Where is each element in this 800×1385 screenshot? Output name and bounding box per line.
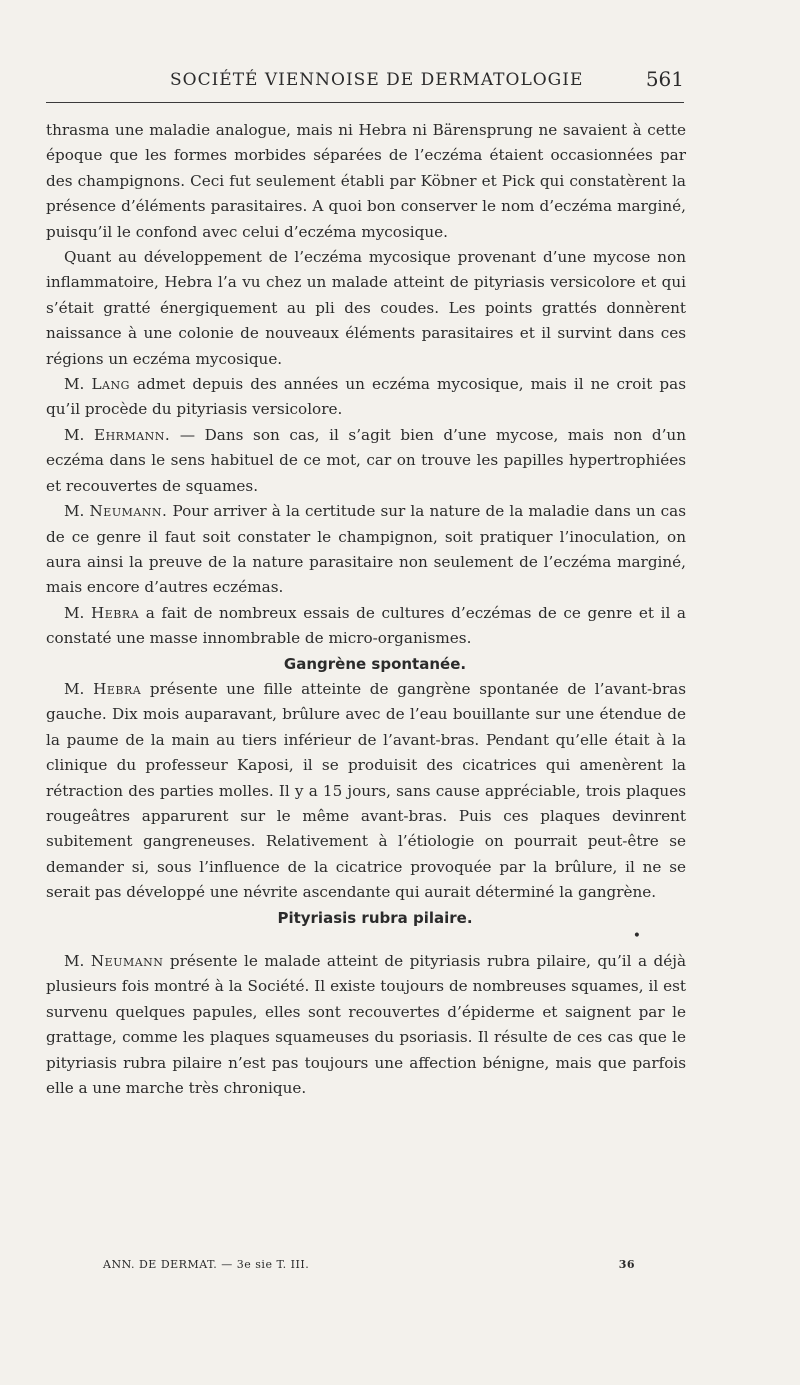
paragraph-1: thrasma une maladie analogue, mais ni Hebra ni Bärensprung ne savaient à cette époque que les formes morbides séparées de l’eczéma étaient occasionnées par des champignons. Ceci fut seulement établi par Köbner et Pick qui constatèrent la présence d’éléments parasitaires. A quoi bon conserver le nom d’eczéma marginé, puisqu’il le confond avec celui d’eczéma mycosique. [46,121,686,241]
paragraph-text: présente le malade atteint de pityriasis rubra pilaire, qu’il a déjà plusieurs fois montré à la Société. Il existe toujours de nombreuses squames, il est survenu quelques papules, elles sont recouvertes d’épiderme et saignent par le grattage, comme les plaques squameuses du psoriasis. Il résulte de ces cas que le pityriasis rubra pilaire n’est pas toujours une affection bénigne, mais que parfois elle a une marche très chronique. [46,952,686,1098]
paragraph-text: admet depuis des années un eczéma mycosique, mais il ne croit pas qu’il procède du pityriasis versicolore. [46,375,687,419]
page-header [46,66,684,103]
page-footer [103,1258,635,1271]
speaker-prefix: M. [64,375,92,394]
page-number: 561 [645,67,684,91]
paragraph-4 [46,423,686,499]
speaker-name: Neumann [90,952,164,970]
paragraph-text: Pour arriver à la certitude sur la nature de la maladie dans un cas de ce genre il faut soit constater le champignon, soit pratiquer l’inoculation, on aura ainsi la preuve de la nature parasitaire non seulement de l’eczéma marginé, mais encore d’autres eczémas. [46,502,686,597]
paragraph-3 [46,372,686,423]
paragraph-2: Quant au développement de l’eczéma mycosique provenant d’une mycose non inflammatoire, Hebra l’a vu chez un malade atteint de pityriasis versicolore et qui s’était gratté énergiquement au pli des coudes. Les points grattés donnèrent naissance à une colonie de nouveaux éléments parasitaires et il survint dans ces régions un eczéma mycosique. [46,248,686,368]
speaker-prefix: M. [64,679,94,698]
dot-mark: • [632,928,641,944]
speaker-name: Lang [91,375,130,394]
signature-number: 36 [618,1258,635,1271]
speaker-prefix: M. [64,603,91,622]
footer-citation: ANN. DE DERMAT. — 3e sie T. III. [103,1258,310,1271]
paragraph-text: — Dans son cas, il s’agit bien d’une mycose, mais non d’un eczéma dans le sens habituel de ce mot, car on trouve les papilles hypertrophiées et recouvertes de squames. [46,425,686,495]
speaker-name: Neumann. [89,502,168,521]
page-body [46,118,686,1101]
paragraph-7 [46,677,686,906]
speaker-prefix: M. [64,425,94,444]
paragraph-text: a fait de nombreux essais de cultures d’eczémas de ce genre et il a constaté une masse innombrable de micro-organismes. [46,603,686,648]
speaker-name: Ehrmann. [93,425,171,444]
paragraph-8 [46,949,686,1101]
speaker-prefix: M. [64,952,91,970]
paragraph-text: présente une fille atteinte de gangrène spontanée de l’avant-bras gauche. Dix mois auparavant, brûlure avec de l’eau bouillante sur une étendue de la paume de la main au tiers inférieur de l’avant-bras. Pendant qu’elle était à la clinique du professeur Kaposi, il se produisit des cicatrices qui amenèrent la rétraction des parties molles. Il y a 15 jours, sans cause appréciable, trois plaques rougeâtres apparurent sur le même avant-bras. Puis ces plaques devinrent subitement gangreneuses. Relativement à l’étiologie on pourrait peut-être se demander si, sous l’influence de la cicatrice provoquée par la brûlure, il ne se serait pas développé une névrite ascendante qui aurait déterminé la gangrène. [46,679,686,902]
speaker-name: Hebra [93,679,142,698]
section-heading-gangrene: Gangrène spontanée. [283,654,467,673]
paragraph-5 [46,499,686,601]
speaker-name: Hebra [91,603,140,622]
speaker-prefix: M. [64,502,90,521]
section-heading-pityriasis: Pityriasis rubra pilaire. [277,908,473,927]
paragraph-6 [46,601,686,652]
running-title: SOCIÉTÉ VIENNOISE DE DERMATOLOGIE [170,70,584,90]
